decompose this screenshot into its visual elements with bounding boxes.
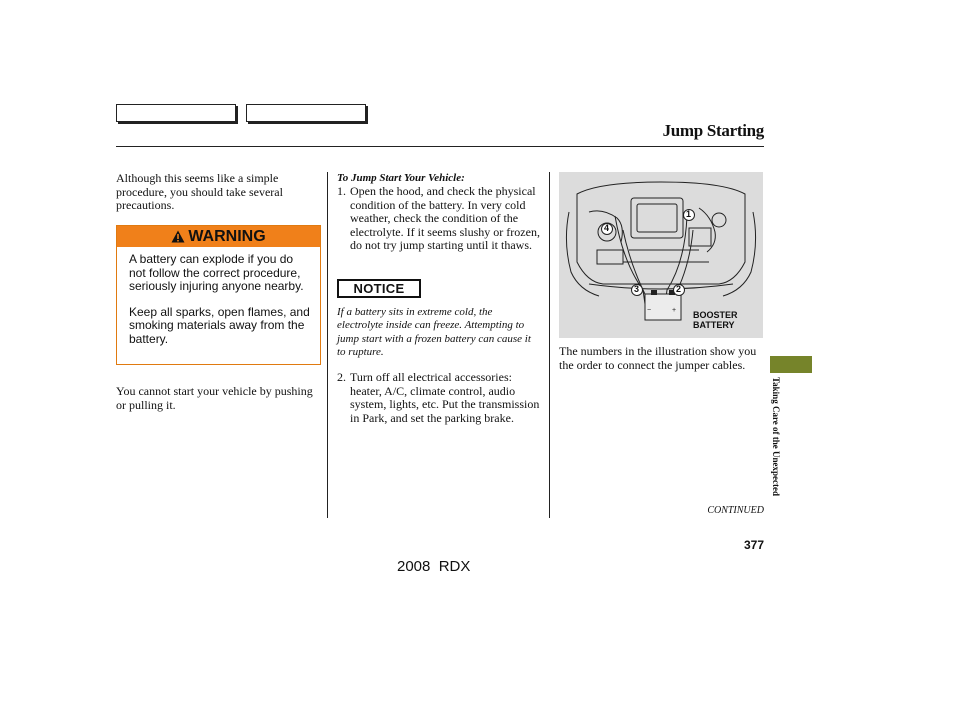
step-2-number: 2.	[337, 370, 346, 384]
step-2-text: Turn off all electrical accessories: heater, A/C, climate control, audio system, lights, etc. Put the transmission in Park, and set the parking brake.	[350, 370, 540, 425]
svg-text:+: +	[672, 307, 677, 314]
nav-button-contents[interactable]	[246, 104, 366, 122]
page-title: Jump Starting	[662, 121, 764, 140]
push-start-note: You cannot start your vehicle by pushing or pulling it.	[116, 384, 313, 412]
header-rule	[116, 146, 764, 147]
step-1-number: 1.	[337, 184, 346, 198]
warning-box	[116, 225, 321, 365]
page-number: 377	[743, 538, 764, 552]
illustration-caption: The numbers in the illustration show you the order to connect the jumper cables.	[559, 344, 757, 372]
svg-text:−: −	[647, 307, 652, 314]
warning-label: WARNING	[188, 227, 266, 245]
notice-text: If a battery sits in extreme cold, the electrolyte inside can freeze. Attempting to jump start with a frozen battery can cause it to rupture.	[337, 306, 531, 359]
engine-bay-illustration	[559, 172, 763, 338]
warning-header	[117, 226, 320, 247]
column-divider-2	[549, 172, 550, 518]
warning-paragraph-1: A battery can explode if you do not follow the correct procedure, seriously injuring anyone nearby.	[129, 252, 304, 294]
notice-label	[337, 279, 421, 298]
callout-4-label: 4	[604, 223, 610, 233]
callout-2-label: 2	[676, 284, 682, 294]
procedure-heading: To Jump Start Your Vehicle:	[337, 172, 465, 184]
step-1-text: Open the hood, and check the physical condition of the battery. In very cold weather, check the condition of the electrolyte. If it seems slushy or frozen, do not try jump starting until it thaws.	[350, 184, 540, 253]
booster-battery-label	[693, 310, 738, 330]
booster-label-line-2: BATTERY	[693, 320, 735, 330]
warning-paragraph-2: Keep all sparks, open flames, and smoking materials away from the battery.	[129, 304, 310, 346]
section-tab-label: Taking Care of the Unexpected	[771, 377, 781, 496]
model-year-label: 2008 RDX	[397, 558, 471, 575]
warning-triangle-icon	[171, 230, 185, 243]
booster-label-line-1: BOOSTER	[693, 310, 738, 320]
notice-label-text: NOTICE	[353, 281, 405, 296]
step-2	[337, 371, 543, 425]
section-tab-marker	[770, 356, 812, 373]
callout-1-label: 1	[686, 209, 692, 219]
column-divider-1	[327, 172, 328, 518]
step-1	[337, 185, 543, 253]
nav-button-previous[interactable]	[116, 104, 236, 122]
intro-text: Although this seems like a simple procedure, you should take several precautions.	[116, 171, 283, 213]
callout-3-label: 3	[634, 284, 640, 294]
continued-label: CONTINUED	[707, 505, 764, 516]
